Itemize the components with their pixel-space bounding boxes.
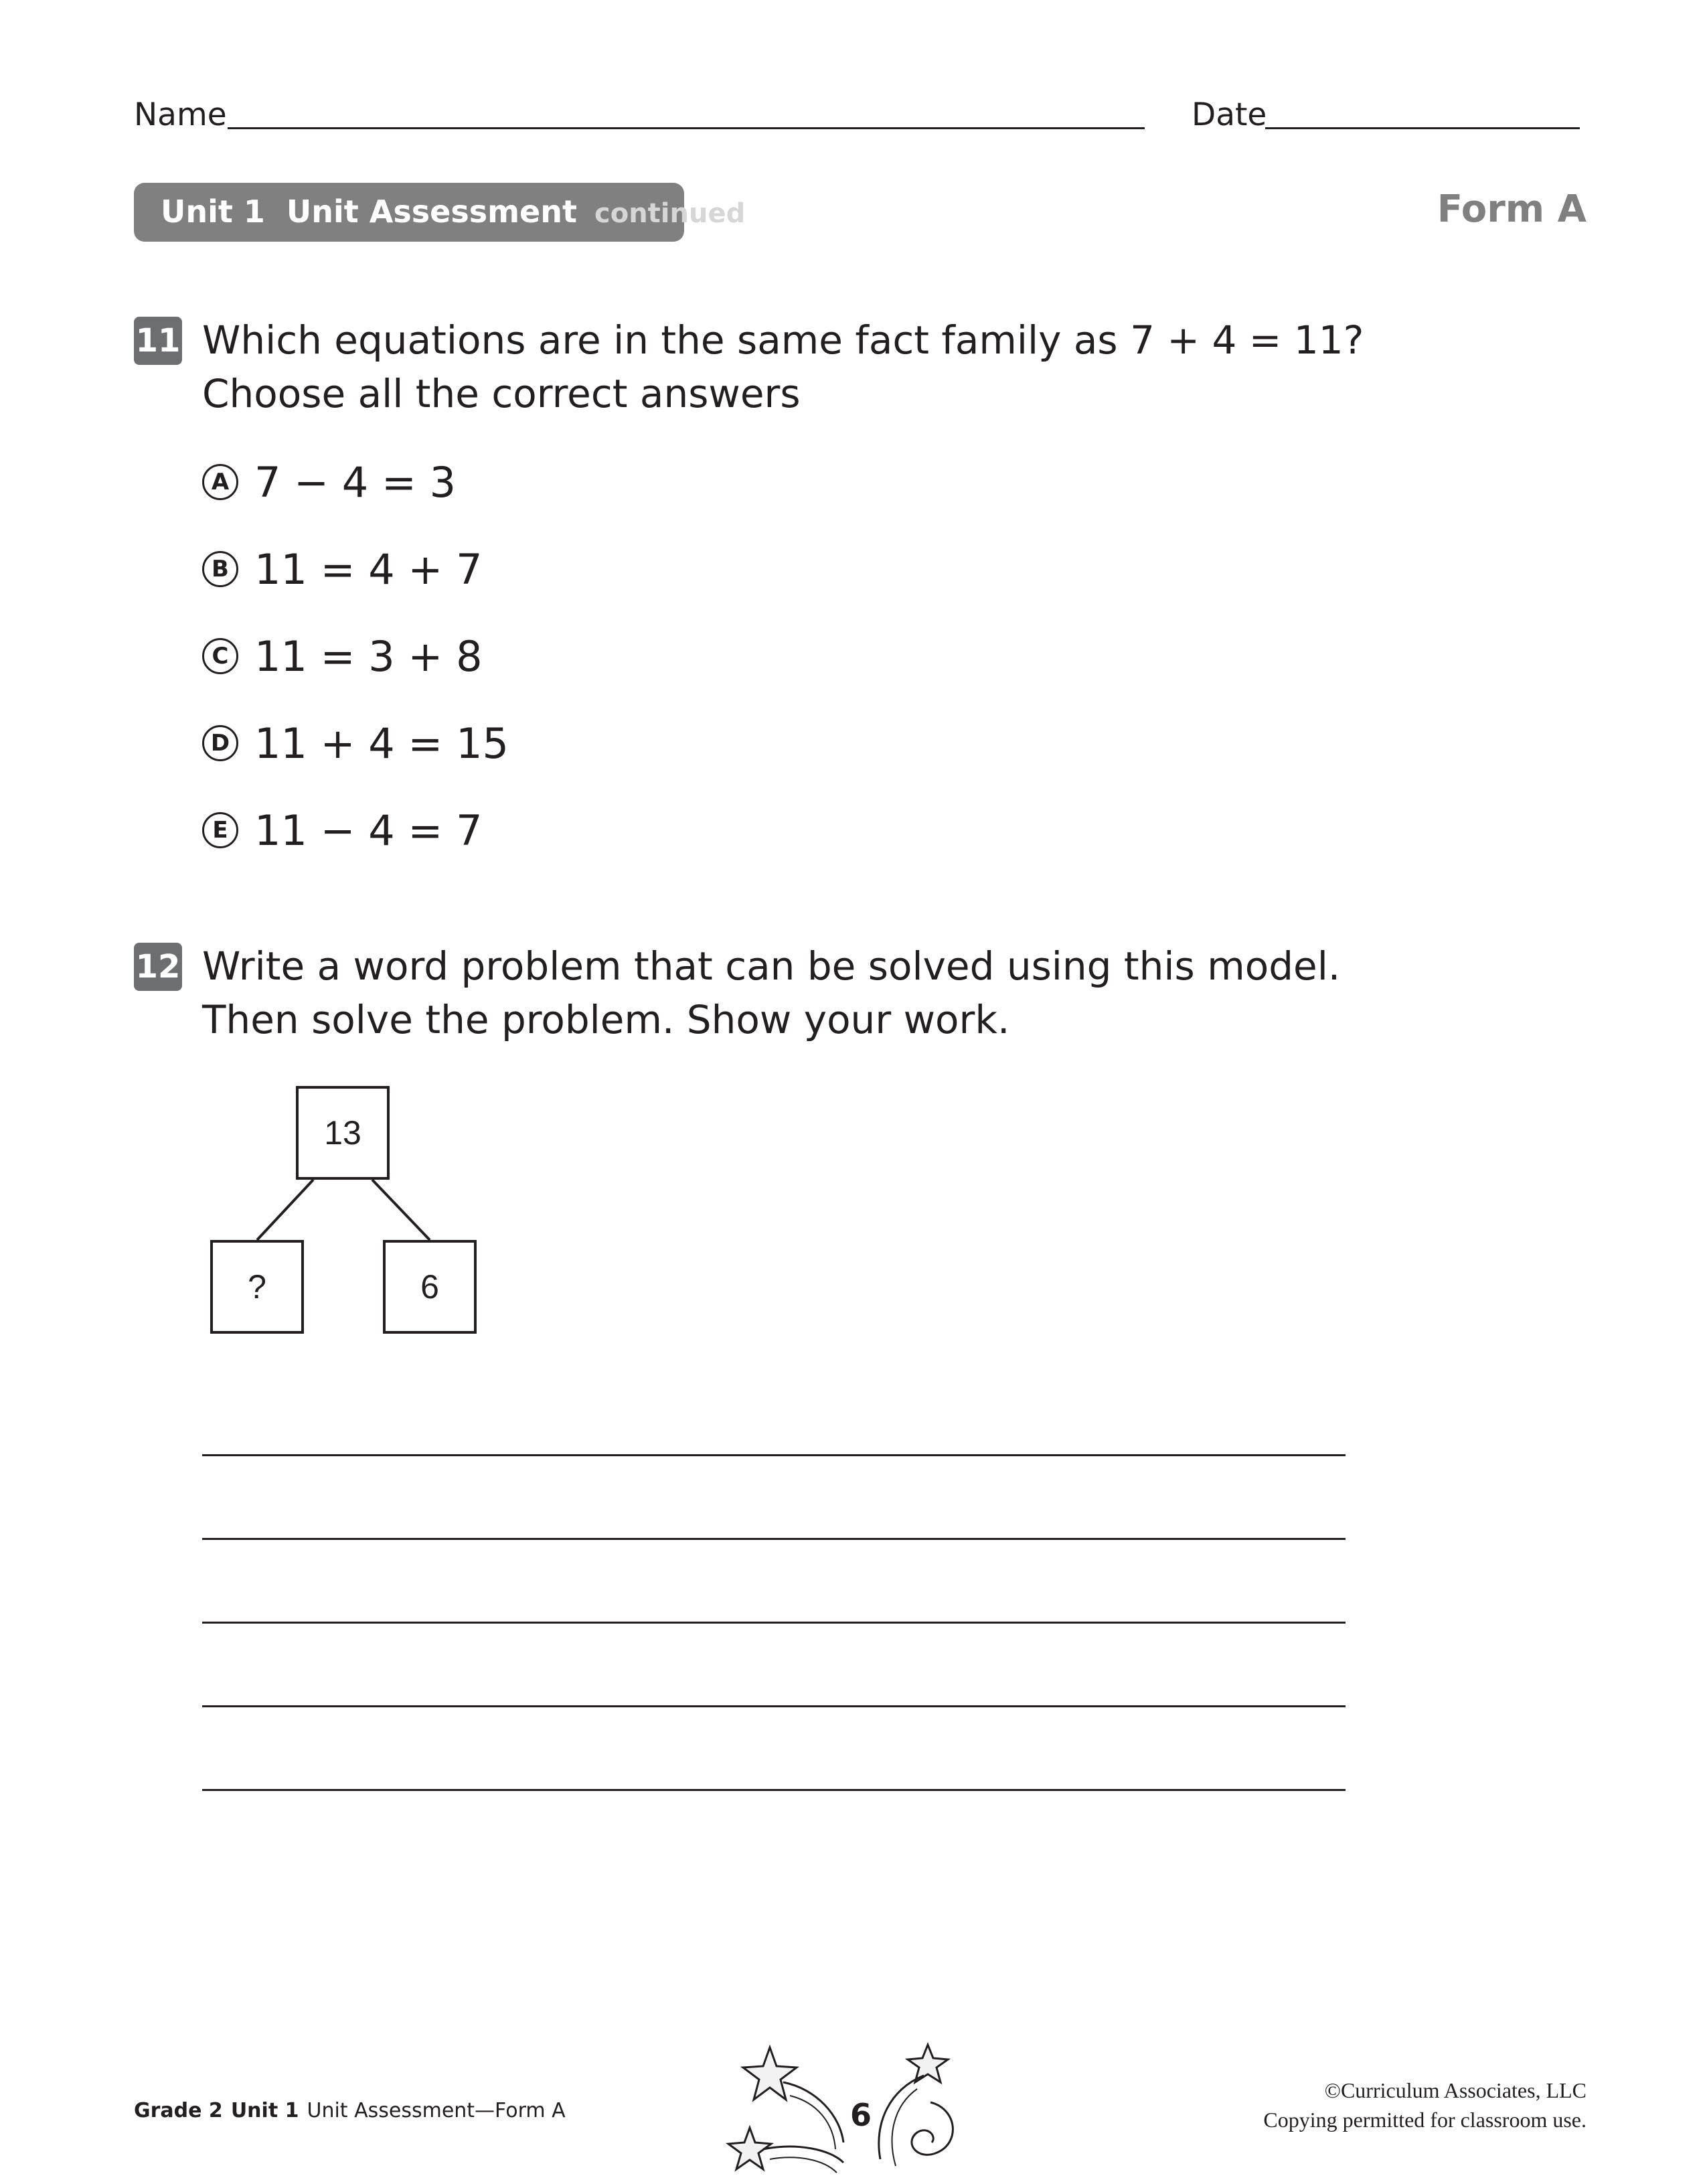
footer-unit: Unit 1 bbox=[230, 2099, 299, 2122]
choice-a-text: 7 − 4 = 3 bbox=[254, 457, 457, 507]
name-label: Name bbox=[134, 96, 227, 133]
banner-title: Unit Assessment bbox=[286, 193, 577, 230]
shooting-stars-decoration-icon bbox=[723, 2042, 971, 2184]
question-11-number: 11 bbox=[134, 317, 182, 365]
question-12-line1: Write a word problem that can be solved using this model. bbox=[202, 943, 1341, 989]
date-label: Date bbox=[1192, 96, 1267, 133]
footer-grade: Grade 2 bbox=[134, 2099, 223, 2122]
number-bond-whole: 13 bbox=[296, 1086, 390, 1180]
answer-line-2[interactable] bbox=[202, 1538, 1346, 1540]
footer-copyright bbox=[1263, 2076, 1587, 2134]
choice-a-bubble[interactable]: A bbox=[202, 464, 238, 500]
choice-d-bubble[interactable]: D bbox=[202, 725, 238, 761]
page-number: 6 bbox=[850, 2097, 872, 2133]
form-label: Form A bbox=[1437, 187, 1587, 231]
permission-line: Copying permitted for classroom use. bbox=[1263, 2108, 1587, 2132]
answer-line-1[interactable] bbox=[202, 1454, 1346, 1456]
choice-c-text: 11 = 3 + 8 bbox=[254, 631, 483, 681]
footer-title: Unit Assessment—Form A bbox=[307, 2099, 566, 2122]
answer-line-4[interactable] bbox=[202, 1705, 1346, 1707]
choice-b-text: 11 = 4 + 7 bbox=[254, 544, 483, 594]
banner-continued: continued bbox=[594, 198, 746, 229]
number-bond-part-unknown: ? bbox=[210, 1240, 304, 1334]
question-12-line2: Then solve the problem. Show your work. bbox=[202, 997, 1010, 1042]
answer-line-5[interactable] bbox=[202, 1789, 1346, 1791]
choice-c-bubble[interactable]: C bbox=[202, 638, 238, 674]
banner-unit: Unit 1 bbox=[161, 193, 265, 230]
answer-line-3[interactable] bbox=[202, 1622, 1346, 1624]
number-bond-part-known: 6 bbox=[383, 1240, 477, 1334]
choice-d-text: 11 + 4 = 15 bbox=[254, 718, 509, 768]
question-12-number: 12 bbox=[134, 943, 182, 991]
choice-e-text: 11 − 4 = 7 bbox=[254, 805, 483, 855]
question-11-line2: Choose all the correct answers bbox=[202, 371, 801, 416]
question-11-line1: Which equations are in the same fact family as 7 + 4 = 11? bbox=[202, 317, 1364, 363]
footer-course-info bbox=[134, 2099, 566, 2122]
choice-b-bubble[interactable]: B bbox=[202, 551, 238, 587]
choice-e-bubble[interactable]: E bbox=[202, 812, 238, 848]
copyright-line: ©Curriculum Associates, LLC bbox=[1324, 2078, 1587, 2102]
